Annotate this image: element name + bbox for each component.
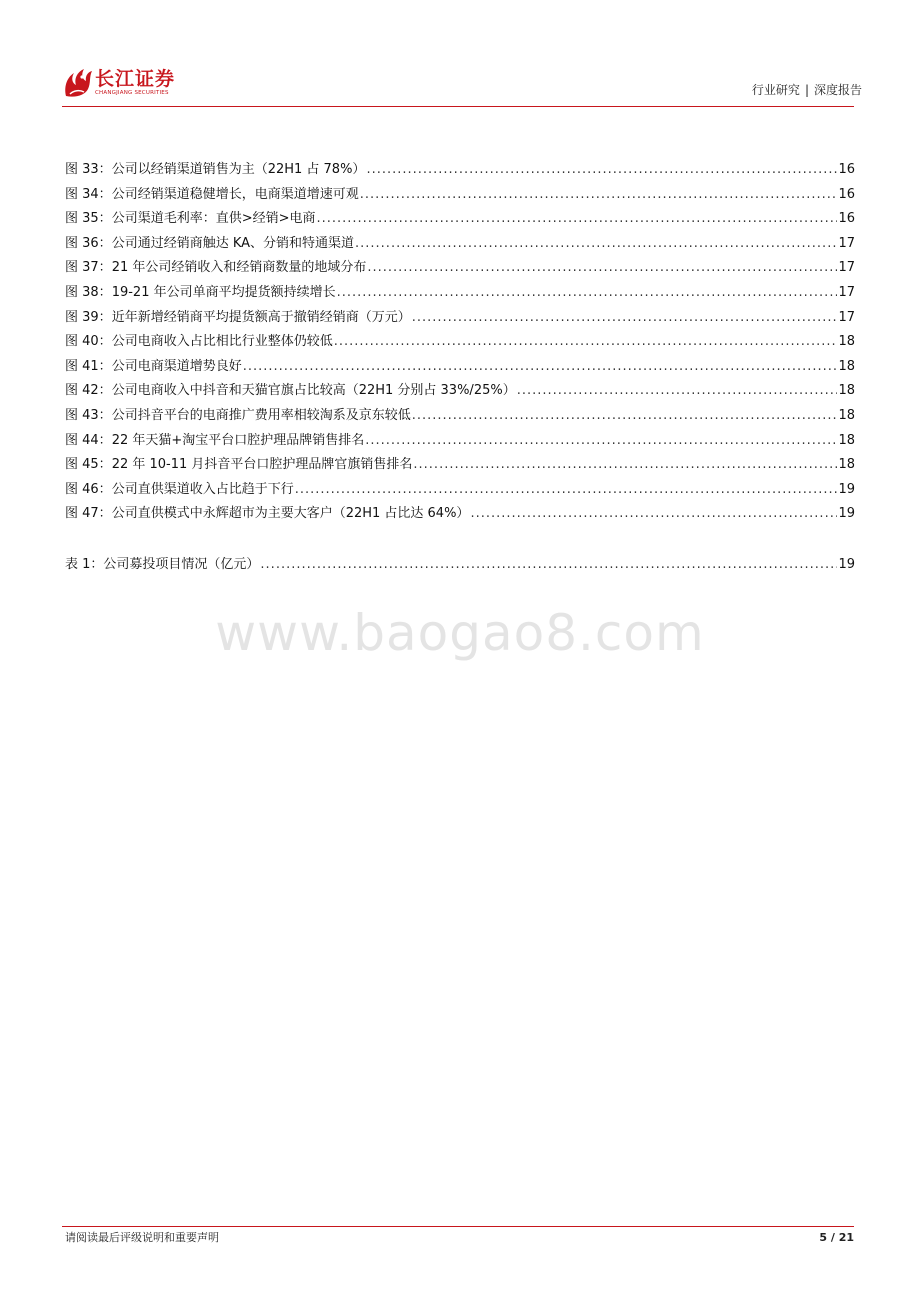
toc-leader-dots xyxy=(316,207,837,231)
toc-entry-page: 17 xyxy=(838,309,855,325)
page-header xyxy=(62,62,862,106)
toc-entry-number: 图 35： xyxy=(65,211,112,227)
toc-entry-figure[interactable] xyxy=(65,453,855,478)
toc-entry-title: 公司直供模式中永辉超市为主要大客户（22H1 占比达 64%） xyxy=(111,506,470,522)
toc-entry-number: 图 33： xyxy=(65,162,112,177)
page-sep: / xyxy=(830,1231,835,1244)
brand-logo xyxy=(62,66,192,102)
toc-entry-page: 17 xyxy=(838,260,855,276)
toc-entry-title: 公司直供渠道收入占比趋于下行 xyxy=(111,481,294,497)
toc-entry-figure[interactable] xyxy=(65,183,855,208)
toc-entry-number: 图 36： xyxy=(65,235,112,251)
table-list xyxy=(65,553,855,578)
toc-entry-number: 图 39： xyxy=(65,309,112,325)
table-of-contents xyxy=(65,158,855,578)
toc-entry-title: 公司电商收入中抖音和天猫官旗占比较高（22H1 分别占 33%/25%） xyxy=(111,383,516,399)
toc-entry-figure[interactable] xyxy=(65,404,855,429)
toc-leader-dots xyxy=(337,281,838,305)
toc-leader-dots xyxy=(470,502,837,526)
toc-entry-page: 18 xyxy=(838,383,855,399)
report-category: 行业研究 xyxy=(751,83,800,97)
toc-entry-page: 18 xyxy=(838,457,855,473)
header-separator: | xyxy=(804,83,809,97)
toc-leader-dots xyxy=(355,232,837,256)
toc-entry-figure[interactable] xyxy=(65,306,855,331)
toc-entry-title: 公司电商收入占比相比行业整体仍较低 xyxy=(111,334,333,350)
toc-entry-title: 公司以经销渠道销售为主（22H1 占 78%） xyxy=(111,162,366,177)
footer-divider xyxy=(62,1226,854,1227)
toc-leader-dots xyxy=(360,183,838,207)
report-type: 深度报告 xyxy=(813,83,862,97)
toc-entry-figure[interactable] xyxy=(65,502,855,527)
toc-entry-figure[interactable] xyxy=(65,158,855,183)
figure-list xyxy=(65,158,855,527)
toc-entry-figure[interactable] xyxy=(65,207,855,232)
header-meta xyxy=(752,82,862,98)
toc-entry-number: 图 46： xyxy=(65,481,112,497)
page-total: 21 xyxy=(838,1231,854,1244)
header-divider xyxy=(62,106,854,107)
toc-entry-title: 公司抖音平台的电商推广费用率相较淘系及京东较低 xyxy=(111,407,411,423)
toc-entry-title: 公司募投项目情况（亿元） xyxy=(103,556,260,572)
toc-entry-number: 图 38： xyxy=(65,284,112,300)
toc-entry-number: 图 34： xyxy=(65,186,112,202)
toc-entry-title: 22 年 10-11 月抖音平台口腔护理品牌官旗销售排名 xyxy=(111,457,413,473)
toc-entry-page: 19 xyxy=(838,481,855,497)
toc-entry-number: 表 1： xyxy=(65,556,104,572)
toc-entry-figure[interactable] xyxy=(65,478,855,503)
toc-leader-dots xyxy=(366,158,837,182)
watermark: www.baogao8.com xyxy=(215,604,705,662)
footer-disclaimer: 请阅读最后评级说明和重要声明 xyxy=(65,1231,219,1244)
toc-leader-dots xyxy=(412,404,838,428)
toc-entry-title: 19-21 年公司单商平均提货额持续增长 xyxy=(111,284,336,300)
toc-entry-figure[interactable] xyxy=(65,256,855,281)
toc-entry-number: 图 47： xyxy=(65,506,112,522)
page-number xyxy=(819,1230,854,1246)
toc-leader-dots xyxy=(243,355,838,379)
toc-entry-number: 图 43： xyxy=(65,407,112,423)
list-gap xyxy=(65,527,855,553)
toc-entry-title: 公司通过经销商触达 KA、分销和特通渠道 xyxy=(111,235,355,251)
toc-leader-dots xyxy=(295,478,838,502)
toc-entry-page: 18 xyxy=(838,407,855,423)
toc-entry-page: 18 xyxy=(838,334,855,350)
toc-entry-page: 16 xyxy=(838,186,855,202)
toc-entry-title: 近年新增经销商平均提货额高于撤销经销商（万元） xyxy=(111,309,411,325)
toc-leader-dots xyxy=(367,256,837,280)
page-current: 5 xyxy=(819,1231,827,1244)
toc-entry-page: 19 xyxy=(838,506,855,522)
toc-entry-figure[interactable] xyxy=(65,355,855,380)
toc-entry-page: 18 xyxy=(838,432,855,448)
toc-entry-page: 16 xyxy=(838,162,855,177)
toc-entry-number: 图 44： xyxy=(65,432,112,448)
toc-entry-number: 图 45： xyxy=(65,457,112,473)
toc-entry-figure[interactable] xyxy=(65,281,855,306)
toc-entry-page: 17 xyxy=(838,235,855,251)
toc-entry-number: 图 40： xyxy=(65,334,112,350)
dragon-logo-icon xyxy=(62,66,94,100)
toc-entry-figure[interactable] xyxy=(65,429,855,454)
toc-entry-title: 公司经销渠道稳健增长，电商渠道增速可观 xyxy=(111,186,359,202)
logo-text-en: CHANGJIANG SECURITIES xyxy=(95,90,169,96)
toc-entry-number: 图 37： xyxy=(65,260,112,276)
toc-entry-page: 16 xyxy=(838,211,855,227)
toc-entry-title: 22 年天猫+淘宝平台口腔护理品牌销售排名 xyxy=(111,432,365,448)
toc-entry-page: 19 xyxy=(838,556,855,572)
toc-entry-title: 公司渠道毛利率：直供>经销>电商 xyxy=(111,211,316,227)
toc-entry-figure[interactable] xyxy=(65,232,855,257)
toc-leader-dots xyxy=(260,553,837,577)
toc-entry-title: 21 年公司经销收入和经销商数量的地域分布 xyxy=(111,260,367,276)
toc-leader-dots xyxy=(365,429,837,453)
toc-entry-page: 18 xyxy=(838,358,855,374)
toc-leader-dots xyxy=(334,330,838,354)
logo-text-cn: 长江证券 xyxy=(95,68,176,90)
toc-entry-number: 图 41： xyxy=(65,358,112,374)
toc-entry-number: 图 42： xyxy=(65,383,112,399)
toc-leader-dots xyxy=(517,379,838,403)
toc-entry-page: 17 xyxy=(838,284,855,300)
toc-entry-table[interactable] xyxy=(65,553,855,578)
toc-entry-figure[interactable] xyxy=(65,379,855,404)
toc-leader-dots xyxy=(413,453,837,477)
toc-entry-figure[interactable] xyxy=(65,330,855,355)
toc-leader-dots xyxy=(412,306,838,330)
toc-entry-title: 公司电商渠道增势良好 xyxy=(111,358,242,374)
